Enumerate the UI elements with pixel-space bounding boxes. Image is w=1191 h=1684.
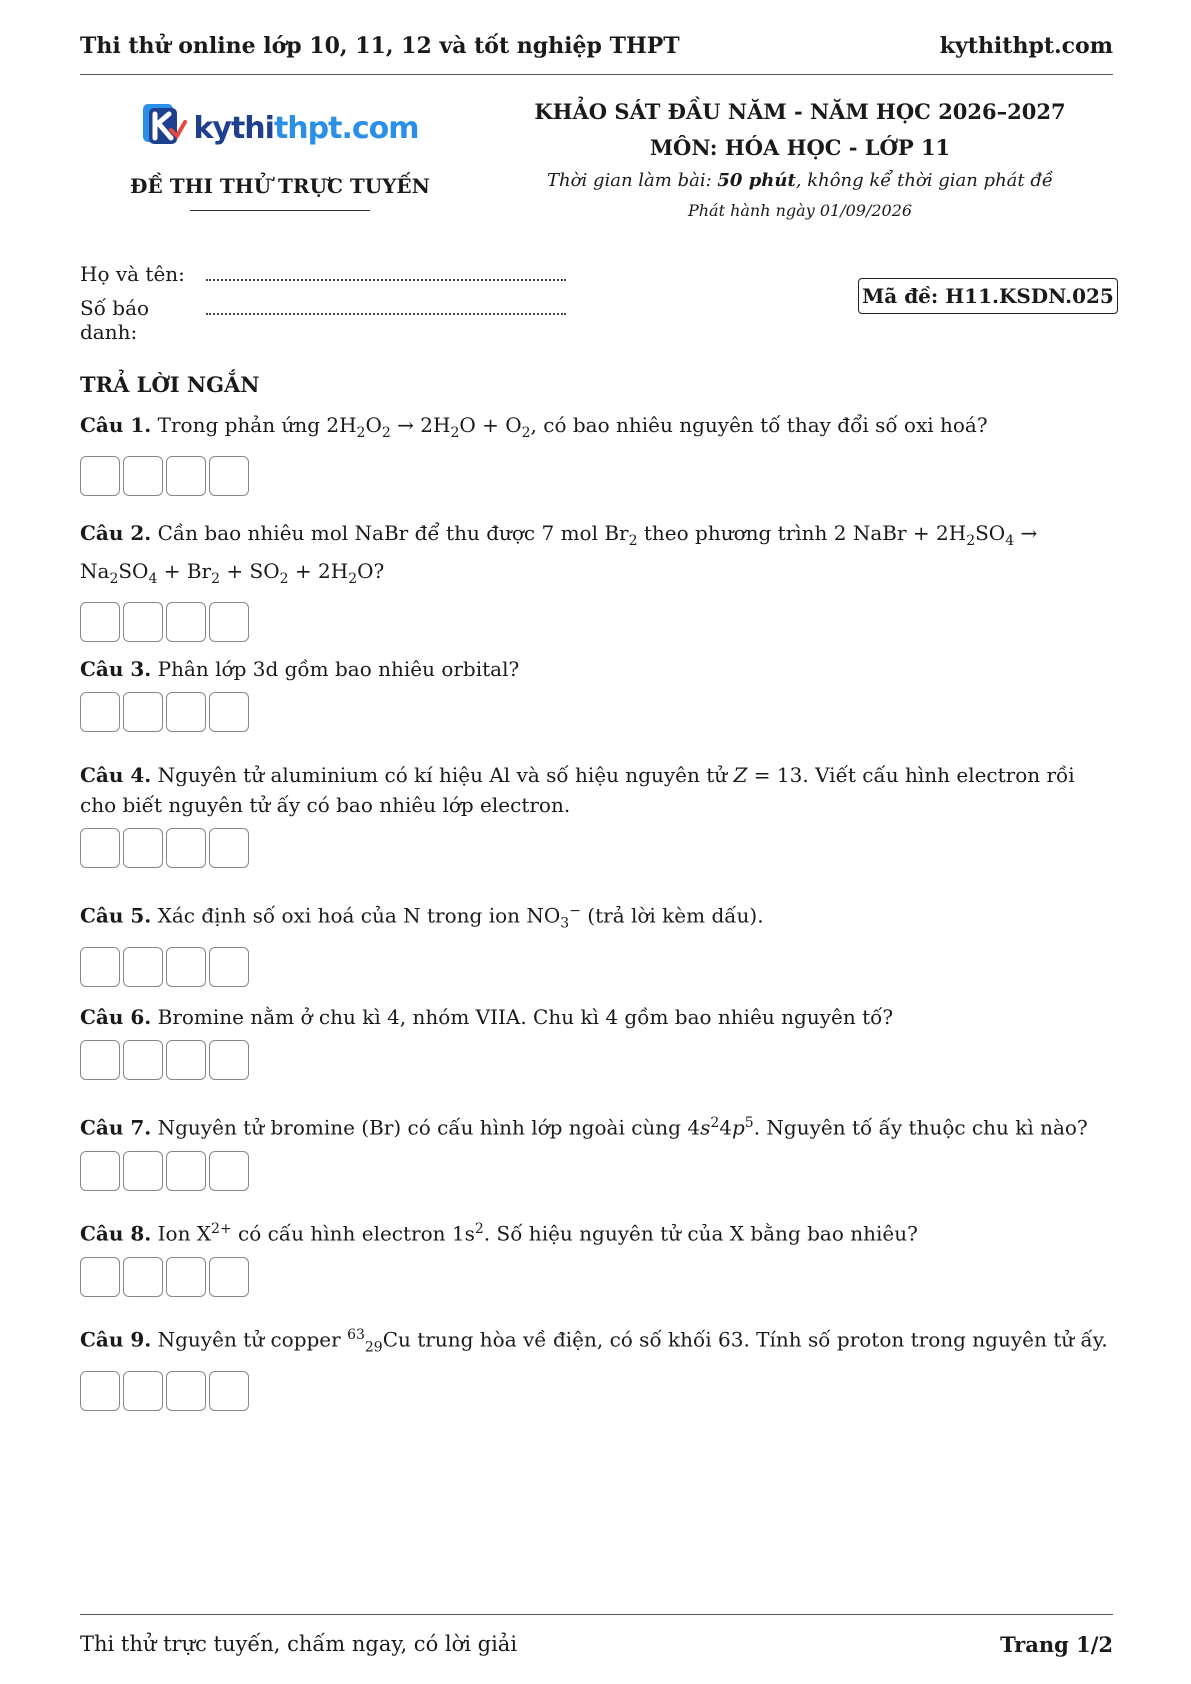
- question-3: [80, 654, 1113, 760]
- question-4: [80, 760, 1113, 896]
- answer-box[interactable]: [80, 456, 120, 496]
- answer-box[interactable]: [123, 1040, 163, 1080]
- answer-boxes: [80, 602, 1113, 642]
- answer-box[interactable]: [166, 602, 206, 642]
- question-number: Câu 1.: [80, 413, 152, 437]
- question-number: Câu 2.: [80, 521, 152, 545]
- page-footer: [80, 1614, 1113, 1669]
- answer-box[interactable]: [80, 1151, 120, 1191]
- answer-box[interactable]: [80, 692, 120, 732]
- question-3-text: [80, 654, 1113, 684]
- answer-boxes: [80, 947, 1113, 987]
- exam-code-box: Mã đề: H11.KSDN.025: [858, 278, 1118, 314]
- exam-time: [520, 166, 1080, 196]
- answer-box[interactable]: [123, 692, 163, 732]
- answer-box[interactable]: [166, 1257, 206, 1297]
- question-number: Câu 3.: [80, 657, 152, 681]
- answer-box[interactable]: [123, 947, 163, 987]
- id-label: Số báo danh:: [80, 296, 150, 344]
- answer-box[interactable]: [209, 947, 249, 987]
- question-6-text: [80, 1002, 1113, 1032]
- id-row: [80, 296, 566, 344]
- answer-box[interactable]: [166, 692, 206, 732]
- question-text: Bromine nằm ở chu kì 4, nhóm VIIA. Chu kì 4 gồm bao nhiêu nguyên tố?: [157, 1005, 894, 1029]
- logo-text-part2: thpt.com: [273, 110, 419, 146]
- answer-boxes: [80, 456, 1113, 496]
- exam-title: KHẢO SÁT ĐẦU NĂM - NĂM HỌC 2026–2027: [534, 99, 1066, 124]
- question-8: [80, 1214, 1113, 1320]
- question-text: Phân lớp 3d gồm bao nhiêu orbital?: [157, 657, 520, 681]
- page-number: Trang 1/2: [1000, 1631, 1113, 1657]
- question-list: [80, 410, 1113, 1426]
- answer-boxes: [80, 1151, 1113, 1191]
- logo-divider: [190, 210, 370, 211]
- question-number: Câu 7.: [80, 1115, 152, 1140]
- answer-box[interactable]: [80, 602, 120, 642]
- exam-time-prefix: Thời gian làm bài:: [547, 170, 718, 191]
- answer-box[interactable]: [209, 1371, 249, 1411]
- answer-box[interactable]: [123, 1257, 163, 1297]
- answer-box[interactable]: [209, 1151, 249, 1191]
- logo-subtitle: ĐỀ THI THỬ TRỰC TUYẾN: [130, 174, 430, 198]
- site-logo: [130, 100, 430, 156]
- exam-release-date: Phát hành ngày 01/09/2026: [687, 201, 913, 220]
- question-2: [80, 518, 1113, 654]
- answer-box[interactable]: [80, 947, 120, 987]
- answer-box[interactable]: [209, 1040, 249, 1080]
- header-left-text: Thi thử online lớp 10, 11, 12 và tốt nghiệp THPT: [80, 33, 680, 59]
- answer-boxes: [80, 692, 1113, 732]
- footer-text: Thi thử trực tuyến, chấm ngay, có lời giải: [80, 1632, 518, 1656]
- answer-box[interactable]: [123, 1151, 163, 1191]
- question-4-text: Câu 4. Nguyên tử aluminium có kí hiệu Al và số hiệu nguyên tử Z = 13. Viết cấu hình electron rồi cho biết nguyên tử ấy có bao nhiêu lớp electron.: [80, 763, 1075, 817]
- answer-box[interactable]: [80, 828, 120, 868]
- exam-subject: MÔN: HÓA HỌC - LỚP 11: [649, 135, 951, 160]
- answer-boxes: [80, 1371, 1113, 1411]
- answer-box[interactable]: [80, 1257, 120, 1297]
- question-number: Câu 6.: [80, 1005, 152, 1029]
- answer-box[interactable]: [166, 1371, 206, 1411]
- answer-box[interactable]: [166, 828, 206, 868]
- question-1: [80, 410, 1113, 518]
- answer-box[interactable]: [166, 947, 206, 987]
- question-9: [80, 1320, 1113, 1426]
- logo-icon: [141, 100, 187, 156]
- question-9-text: Câu 9. Nguyên tử copper $^{63}_{29}$Cu trung hòa về điện, có số khối 63. Tính số proton trong nguyên tử ấy.: [80, 1327, 1108, 1356]
- answer-box[interactable]: [209, 456, 249, 496]
- question-7-text: Câu 7. Nguyên tử bromine (Br) có cấu hình lớp ngoài cùng $4s^24p^5$. Nguyên tố ấy thuộc chu kì nào?: [80, 1115, 1088, 1140]
- header-site-link[interactable]: kythithpt.com: [939, 33, 1113, 59]
- exam-time-suffix: , không kể thời gian phát đề: [795, 170, 1053, 191]
- answer-box[interactable]: [123, 456, 163, 496]
- name-row: [80, 262, 566, 296]
- logo-text-part1: kythi: [193, 110, 274, 146]
- answer-box[interactable]: [166, 1040, 206, 1080]
- logo-block: [130, 100, 430, 211]
- answer-box[interactable]: [209, 1257, 249, 1297]
- name-field[interactable]: [206, 265, 566, 281]
- answer-box[interactable]: [209, 692, 249, 732]
- answer-box[interactable]: [209, 602, 249, 642]
- question-2-text: Câu 2. Cần bao nhiêu mol NaBr để thu được 7 mol $Br_2$ theo phương trình 2 NaBr + $2H_2SO_4 \to Na_2SO_4 + Br_2 + SO_2 + 2H_2O$?: [80, 521, 1038, 587]
- answer-box[interactable]: [123, 1371, 163, 1411]
- answer-box[interactable]: [123, 828, 163, 868]
- question-6: [80, 1002, 1113, 1108]
- question-number: Câu 4.: [80, 763, 152, 787]
- name-label: Họ và tên:: [80, 262, 185, 286]
- answer-boxes: [80, 1257, 1113, 1297]
- answer-box[interactable]: [80, 1040, 120, 1080]
- answer-boxes: [80, 828, 1113, 868]
- section-title: TRẢ LỜI NGẮN: [80, 372, 260, 397]
- answer-box[interactable]: [209, 828, 249, 868]
- page-header: [80, 18, 1113, 75]
- answer-box[interactable]: [80, 1371, 120, 1411]
- answer-box[interactable]: [166, 1151, 206, 1191]
- answer-boxes: [80, 1040, 1113, 1080]
- question-1-text: Câu 1. Trong phản ứng $2H_2O_2 \to 2H_2O + O_2$, có bao nhiêu nguyên tố thay đổi số oxi hoá?: [80, 413, 988, 441]
- exam-time-value: 50 phút: [717, 170, 796, 191]
- question-5: [80, 896, 1113, 1002]
- question-number: Câu 5.: [80, 903, 152, 928]
- question-7: [80, 1108, 1113, 1214]
- student-info: [80, 262, 566, 344]
- question-8-text: Câu 8. Ion $X^{2+}$ có cấu hình electron $1s^2$. Số hiệu nguyên tử của X bằng bao nhiêu?: [80, 1221, 918, 1246]
- exam-heading: [520, 94, 1080, 226]
- answer-box[interactable]: [123, 602, 163, 642]
- id-field[interactable]: [206, 299, 566, 315]
- question-5-text: Câu 5. Xác định số oxi hoá của N trong ion $NO_3^-$ (trả lời kèm dấu).: [80, 903, 764, 932]
- question-number: Câu 8.: [80, 1221, 152, 1246]
- answer-box[interactable]: [166, 456, 206, 496]
- question-number: Câu 9.: [80, 1327, 152, 1352]
